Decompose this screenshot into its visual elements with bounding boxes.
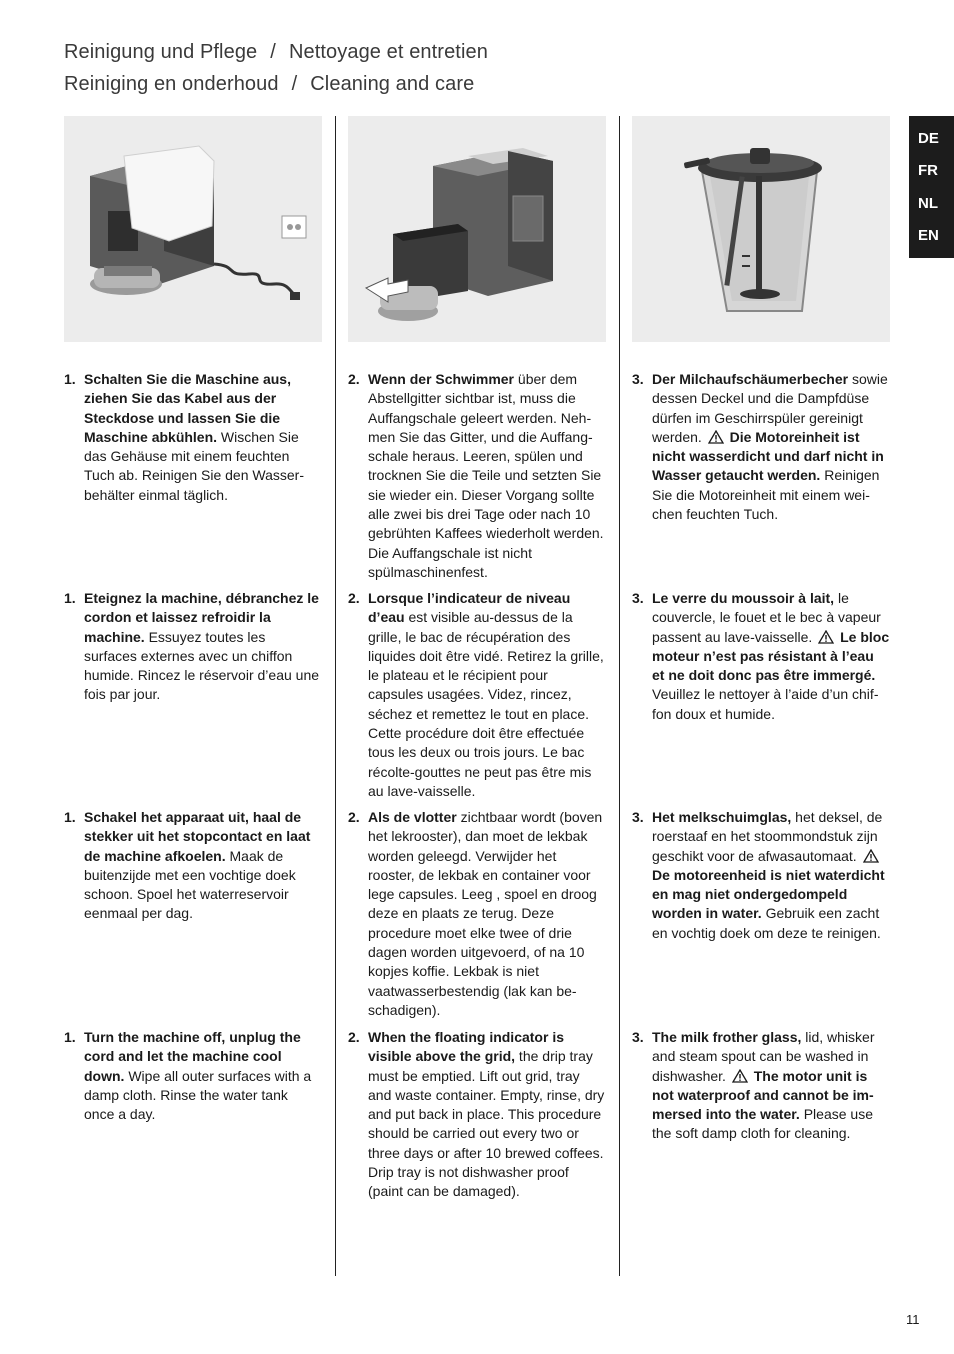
step-bold-text: Als de vlotter	[368, 809, 457, 825]
step-text: sowie dessen Deckel und die Dampfdüse dürfen im Geschirrspüler gereinigt werden.	[652, 371, 888, 445]
milk-frother-glass-image	[632, 116, 890, 342]
title-separator: /	[291, 73, 298, 95]
step-bold-text: Wenn der Schwimmer	[368, 371, 515, 387]
title-en: Cleaning and care	[310, 73, 475, 95]
step-number: 1.	[64, 371, 76, 387]
page-number: 11	[906, 1312, 920, 1327]
step-bold-text: Le verre du moussoir à lait,	[652, 590, 835, 606]
step-warning-text: Le bloc moteur n’est pas résistant à l’eau et ne doit donc pas être immergé.	[652, 628, 890, 684]
column-divider	[619, 116, 620, 1276]
step-text: über dem Abstellgitter sichtbar ist, muss die Auffangschale geleert werden. Nehmen Sie das Gitter, und die Auffangschale heraus. Leeren, spülen und trocknen Sie die Teile und setzten Sie sie wieder ein. Dieser Vorgang sollte alle zwei bis drei Tage oder nach 10 gebrühten Kaffees wiederholt werden. Die Auffangschale ist nicht spülmaschinenfest.	[368, 371, 604, 580]
step-text: Wischen Sie das Gehäuse mit einem feuchten Tuch ab. Reinigen Sie den Wasserbehälter einmal täglich.	[84, 428, 304, 503]
step-number: 2.	[348, 590, 360, 606]
step-number: 3.	[632, 809, 644, 825]
step-bold-text: Turn the machine off, unplug the cord and let the machine cool down.	[84, 1029, 301, 1084]
step-number: 1.	[64, 809, 76, 825]
step-fr-2	[348, 589, 606, 801]
step-number: 2.	[348, 1029, 360, 1045]
step-number: 1.	[64, 590, 76, 606]
step-text: Essuyez toutes les surfaces externes avec un chiffon humide. Rincez le réservoir d’eau une fois par jour.	[84, 628, 320, 703]
lang-en: EN	[918, 227, 939, 245]
step-text: lid, whisker and steam spout can be washed in dishwasher.	[652, 1029, 875, 1084]
step-text: Gebruik een zacht en vochtig doek om deze te reinigen.	[652, 905, 881, 941]
lang-de: DE	[918, 129, 939, 147]
title-de: Reinigung und Pflege	[64, 41, 258, 63]
step-text: Maak de buitenzijde met een vochtige doek schoon. Spoel het waterreservoir eenmaal per dag.	[84, 847, 296, 922]
coffee-machine-drip-tray-image	[348, 116, 606, 342]
step-bold-text: Schakel het apparaat uit, haal de stekker uit het stopcontact en laat de machine afkoelen.	[84, 809, 311, 864]
step-bold-text: Lorsque l’indicateur de niveau d’eau	[368, 590, 571, 626]
step-de-3	[632, 370, 890, 524]
warning-triangle-icon	[818, 630, 834, 644]
step-en-3	[632, 1028, 890, 1144]
step-bold-text: Der Milchaufschäumerbecher	[652, 371, 849, 387]
step-warning-text: De motoreenheid is niet waterdicht en mag niet ondergedompeld worden in water.	[652, 866, 885, 922]
step-text: est visible au-dessus de la grille, le bac de récupération des liquides doit être vidé. Retirez la grille, le plateau et le récipient pour capsules usagées. Videz, rincez, séchez et remettez le tout en place. Cette procédure doit être effectuée tous les deux ou trois jours. Le bac récolte-gouttes ne peut pas être mis au lave-vaisselle.	[368, 609, 604, 799]
step-bold-text: Het melkschuimglas,	[652, 809, 792, 825]
step-number: 2.	[348, 371, 360, 387]
title-fr: Nettoyage et entretien	[288, 41, 488, 63]
step-bold-text: When the floating indicator is visible above the grid,	[368, 1029, 564, 1065]
step-warning-text: The motor unit is not waterproof and cannot be immersed into the water.	[652, 1067, 874, 1123]
step-number: 3.	[632, 371, 644, 387]
step-text: zichtbaar wordt (boven het lekrooster), dan moet de lekbak worden geleegd. Verwijder het rooster, de lekbak en container voor lege capsules. Leeg , spoel en droog deze en plaats ze terug. Deze procedure moet elke twee of drie dagen worden uitgevoerd, of na 10 kopjes koffie. Lekbak is niet vaatwasserbestendig (lak kan beschadigen).	[368, 809, 603, 1018]
step-text: le couvercle, le fouet et le bec à vapeur passent au lave-vaisselle.	[652, 590, 881, 645]
step-number: 2.	[348, 809, 360, 825]
lang-nl: NL	[918, 194, 938, 212]
page-title-line-2	[64, 73, 474, 96]
illustration-unplug-machine	[64, 116, 322, 342]
title-nl: Reiniging en onderhoud	[64, 73, 279, 95]
warning-triangle-icon	[732, 1069, 748, 1083]
illustration-milk-frother	[632, 116, 890, 342]
step-en-2	[348, 1028, 606, 1202]
step-text: Reinigen Sie die Motoreinheit mit einem weichen feuchten Tuch.	[652, 467, 880, 523]
step-bold-text: Eteignez la machine, débranchez le cordon et laissez refroidir la machine.	[84, 590, 319, 645]
step-text: Please use the soft damp cloth for cleaning.	[652, 1106, 873, 1142]
step-de-2	[348, 370, 606, 582]
step-nl-1	[64, 808, 322, 924]
column-divider	[335, 116, 336, 1276]
step-number: 3.	[632, 1029, 644, 1045]
step-text: Wipe all outer surfaces with a damp cloth. Rinse the water tank once a day.	[84, 1067, 312, 1123]
language-tab	[909, 116, 954, 258]
step-de-1	[64, 370, 322, 505]
step-bold-text: The milk frother glass,	[652, 1029, 802, 1045]
step-number: 3.	[632, 590, 644, 606]
step-nl-3	[632, 808, 890, 943]
title-separator: /	[270, 41, 276, 63]
step-fr-1	[64, 589, 322, 705]
step-bold-text: Schalten Sie die Maschine aus, ziehen Sie das Kabel aus der Steckdose und lassen Sie die Maschine abkühlen.	[84, 371, 291, 445]
lang-fr: FR	[918, 162, 938, 180]
step-text: the drip tray must be emptied. Lift out grid, tray and waste container. Empty, rinse, dry and put back in place. This procedure should be carried out every two or three days or after 10 brewed coffees. Drip tray is not dishwasher proof (paint can be damaged).	[368, 1048, 605, 1200]
coffee-machine-cloth-image	[64, 116, 322, 342]
warning-triangle-icon	[708, 430, 724, 444]
step-text: het deksel, de roerstaaf en het stoommondstuk zijn geschikt voor de afwasautomaat.	[652, 809, 883, 864]
step-warning-text: Die Motoreinheit ist nicht wasserdicht und darf nicht in Wasser getaucht werden.	[652, 428, 884, 484]
step-en-1	[64, 1028, 322, 1124]
step-text: Veuillez le nettoyer à l’aide d’un chiffon doux et humide.	[652, 686, 879, 722]
step-fr-3	[632, 589, 890, 724]
step-number: 1.	[64, 1029, 76, 1045]
step-nl-2	[348, 808, 606, 1020]
illustration-drip-tray	[348, 116, 606, 342]
page-title-line-1	[64, 41, 488, 64]
warning-triangle-icon	[863, 849, 879, 863]
